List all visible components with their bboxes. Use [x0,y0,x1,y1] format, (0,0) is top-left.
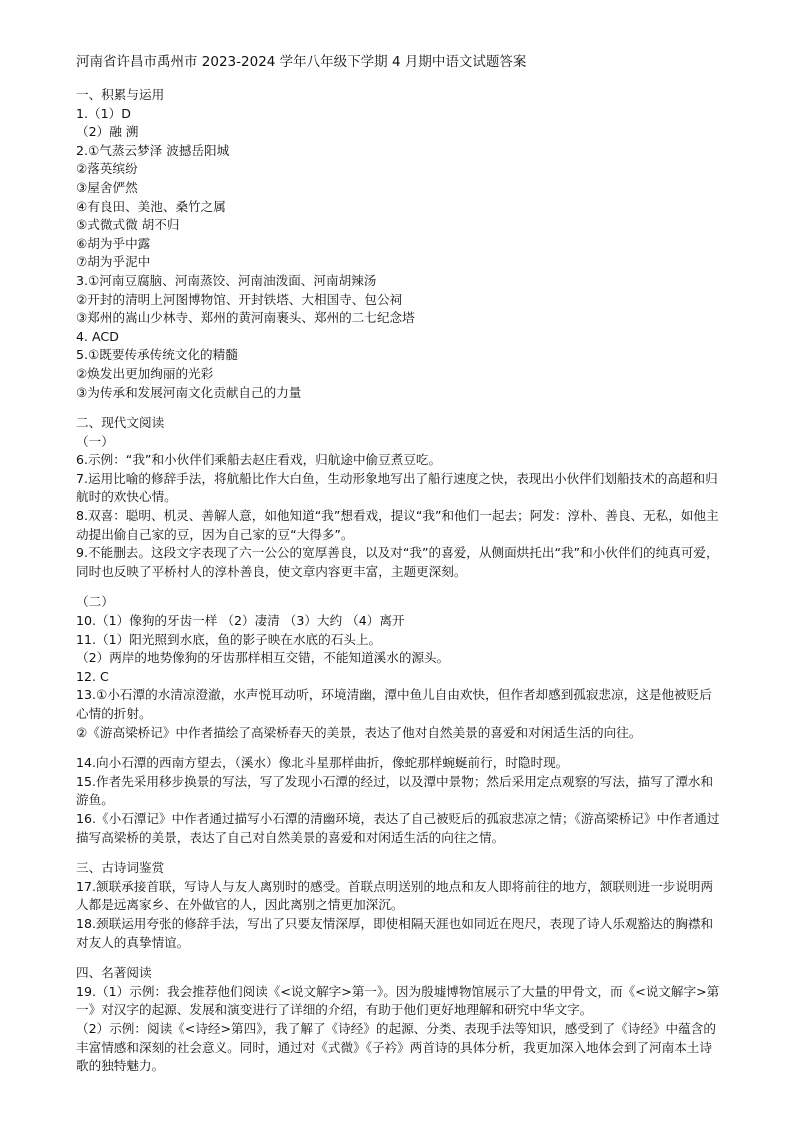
answer-q19b: （2）示例：阅读《<诗经>第四》，我了解了《诗经》的起源、分类、表现手法等知识，感受到了《诗经》中蕴含的丰富情感和深刻的社会意义。同时，通过对《式微》《子衿》两首诗的具体分析，我更加深入地体会到了河南本土诗歌的独特魅力。 [76,1020,716,1074]
document-title: 河南省许昌市禹州市 2023-2024 学年八年级下学期 4 月期中语文试题答案 [76,54,527,70]
answer-q3c: ③郑州的嵩山少林寺、郑州的黄河南裹头、郑州的二七纪念塔 [76,310,415,326]
answer-q10: 10.（1）像狗的牙齿一样 （2）凄清 （3）大约 （4）离开 [76,613,405,629]
answer-q14: 14.向小石潭的西南方望去，（溪水）像北斗星那样曲折，像蛇那样蜿蜒前行，时隐时现。 [76,755,569,771]
answer-q16: 16.《小石潭记》中作者通过描写小石潭的清幽环境，表达了自己被贬后的孤寂悲凉之情；《游高梁桥记》中作者通过描写高梁桥的美景，表达了自己对自然美景的喜爱和对闲适生活的向往之情。 [76,810,720,845]
subsection-label-2: （二） [76,594,114,610]
answer-q3b: ②开封的清明上河图博物馆、开封铁塔、大相国寺、包公祠 [76,291,403,307]
answer-q7: 7.运用比喻的修辞手法，将航船比作大白鱼，生动形象地写出了船行速度之快，表现出小伙伴们划船技术的高超和归航时的欢快心情。 [76,470,718,505]
answer-q9: 9.不能删去。这段文字表现了六一公公的宽厚善良，以及对“我”的喜爱，从侧面烘托出“我”和小伙伴们的纯真可爱，同时也反映了平桥村人的淳朴善良，使文章内容更丰富，主题更深刻。 [76,545,719,579]
answer-q18: 18.颈联运用夸张的修辞手法，写出了只要友情深厚，即使相隔天涯也如同近在咫尺，表现了诗人乐观豁达的胸襟和对友人的真挚情谊。 [76,915,714,950]
answer-q1a: 1.（1）D [76,105,131,121]
section-heading-2: 二、现代文阅读 [76,415,165,431]
answer-q2a: 2.①气蒸云梦泽 波撼岳阳城 [76,142,230,158]
answer-q4: 4. ACD [76,328,119,344]
answer-q2b: ②落英缤纷 [76,161,138,177]
answer-q12: 12. C [76,668,109,684]
answer-q6: 6.示例：“我”和小伙伴们乘船去赵庄看戏，归航途中偷豆煮豆吃。 [76,452,442,468]
section-heading-4: 四、名著阅读 [76,965,152,981]
answer-q5b: ②焕发出更加绚丽的光彩 [76,365,214,381]
answer-q2d: ④有良田、美池、桑竹之属 [76,198,226,214]
answer-q11b: （2）两岸的地势像狗的牙齿那样相互交错，不能知道溪水的源头。 [76,650,450,666]
document-body [76,86,720,1076]
answer-q2c: ③屋舍俨然 [76,179,138,195]
answer-q2e: ⑤式微式微 胡不归 [76,217,180,233]
subsection-label-1: （一） [76,433,114,449]
answer-q5c: ③为传承和发展河南文化贡献自己的力量 [76,384,302,400]
answer-q2f: ⑥胡为乎中露 [76,235,151,251]
answer-q11a: 11.（1）阳光照到水底，鱼的影子映在水底的石头上。 [76,631,382,647]
answer-q5a: 5.①既要传承传统文化的精髓 [76,347,238,363]
answer-q1b: （2）融 溯 [76,124,139,140]
section-heading-1: 一、积累与运用 [76,87,165,102]
answer-q3a: 3.①河南豆腐脑、河南蒸饺、河南油泼面、河南胡辣汤 [76,272,377,288]
answer-q15: 15.作者先采用移步换景的写法，写了发现小石潭的经过，以及潭中景物；然后采用定点观察的写法，描写了潭水和游鱼。 [76,773,714,808]
answer-q19a: 19.（1）示例：我会推荐他们阅读《<说文解字>第一》。因为殷墟博物馆展示了大量的甲骨文，而《<说文解字>第一》对汉字的起源、发展和演变进行了详细的介绍，有助于他们更好地理解和研究中华文字。 [76,983,720,1018]
answer-q13b: ②《游高梁桥记》中作者描绘了高梁桥春天的美景，表达了他对自然美景的喜爱和对闲适生活的向往。 [76,724,642,740]
answer-q13a: 13.①小石潭的水清凉澄澈，水声悦耳动听，环境清幽，潭中鱼儿自由欢快，但作者却感到孤寂悲凉，这是他被贬后心情的折射。 [76,687,712,721]
answer-q17: 17.颔联承接首联，写诗人与友人离别时的感受。首联点明送别的地点和友人即将前往的地方，颔联则进一步说明两人都是远离家乡、在外做官的人，因此离别之情更加深沉。 [76,878,714,913]
answer-q2g: ⑦胡为乎泥中 [76,254,151,270]
answer-q8: 8.双喜：聪明、机灵、善解人意，如他知道“我”想看戏，提议“我”和他们一起去；阿发：淳朴、善良、无私，如他主动提出偷自己家的豆，因为自己家的豆“大得多”。 [76,508,719,542]
section-heading-3: 三、古诗词鉴赏 [76,860,165,876]
